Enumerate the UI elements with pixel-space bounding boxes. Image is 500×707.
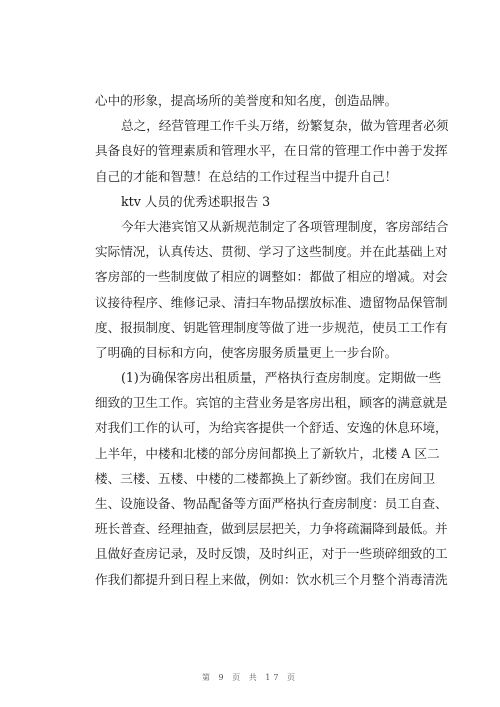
document-body xyxy=(95,88,449,592)
text-line-9: 议接待程序、维修记录、清扫车物品摆放标准、遗留物品保管制 xyxy=(95,294,448,310)
text-line-11: 了明确的目标和方向，使客房服务质量更上一步台阶。 xyxy=(95,344,398,360)
page-number-footer: 第 9 页 共 17 页 xyxy=(202,673,298,682)
text-line-10: 度、报损制度、钥匙管理制度等做了进一步规范，使员工工作有 xyxy=(95,319,448,335)
text-line-8: 客房部的一些制度做了相应的调整如：都做了相应的增减。对会 xyxy=(95,269,448,285)
text-line-7: 实际情况，认真传达、贯彻、学习了这些制度。并在此基础上对 xyxy=(95,244,448,260)
text-line-19: 且做好查房记录，及时反馈，及时纠正，对于一些琐碎细致的工 xyxy=(95,546,448,562)
text-line-16: 楼、三楼、五楼、中楼的二楼都换上了新纱窗。我们在房间卫 xyxy=(95,470,436,486)
text-line-3: 具备良好的管理素质和管理水平，在日常的管理工作中善于发挥 xyxy=(95,143,448,159)
text-line-6: 今年大港宾馆又从新规范制定了各项管理制度，客房部结合 xyxy=(121,218,449,234)
text-line-12: (1)为确保客房出租质量，严格执行查房制度。定期做一些 xyxy=(121,370,442,386)
text-line-15: 上半年，中楼和北楼的部分房间都换上了新软片，北楼 A 区二 xyxy=(95,445,440,461)
text-line-18: 班长普查、经理抽查，做到层层把关，力争将疏漏降到最低。并 xyxy=(95,521,448,537)
text-line-17: 生、设施设备、物品配备等方面严格执行查房制度：员工自查、 xyxy=(95,496,448,511)
text-line-14: 对我们工作的认可，为给宾客提供一个舒适、安逸的休息环境， xyxy=(95,420,448,436)
text-line-1: 心中的形象，提高场所的美誉度和知名度，创造品牌。 xyxy=(95,93,398,108)
text-line-2: 总之，经营管理工作千头万绪，纷繁复杂，做为管理者必须 xyxy=(121,118,449,134)
text-line-20: 作我们都提升到日程上来做，例如：饮水机三个月整个消毒清洗 xyxy=(95,571,448,587)
section-heading: ktv 人员的优秀述职报告 3 xyxy=(121,193,271,209)
text-line-4: 自己的才能和智慧！在总结的工作过程当中提升自己！ xyxy=(95,168,398,184)
text-line-13: 细致的卫生工作。宾馆的主营业务是客房出租，顾客的满意就是 xyxy=(95,395,448,411)
